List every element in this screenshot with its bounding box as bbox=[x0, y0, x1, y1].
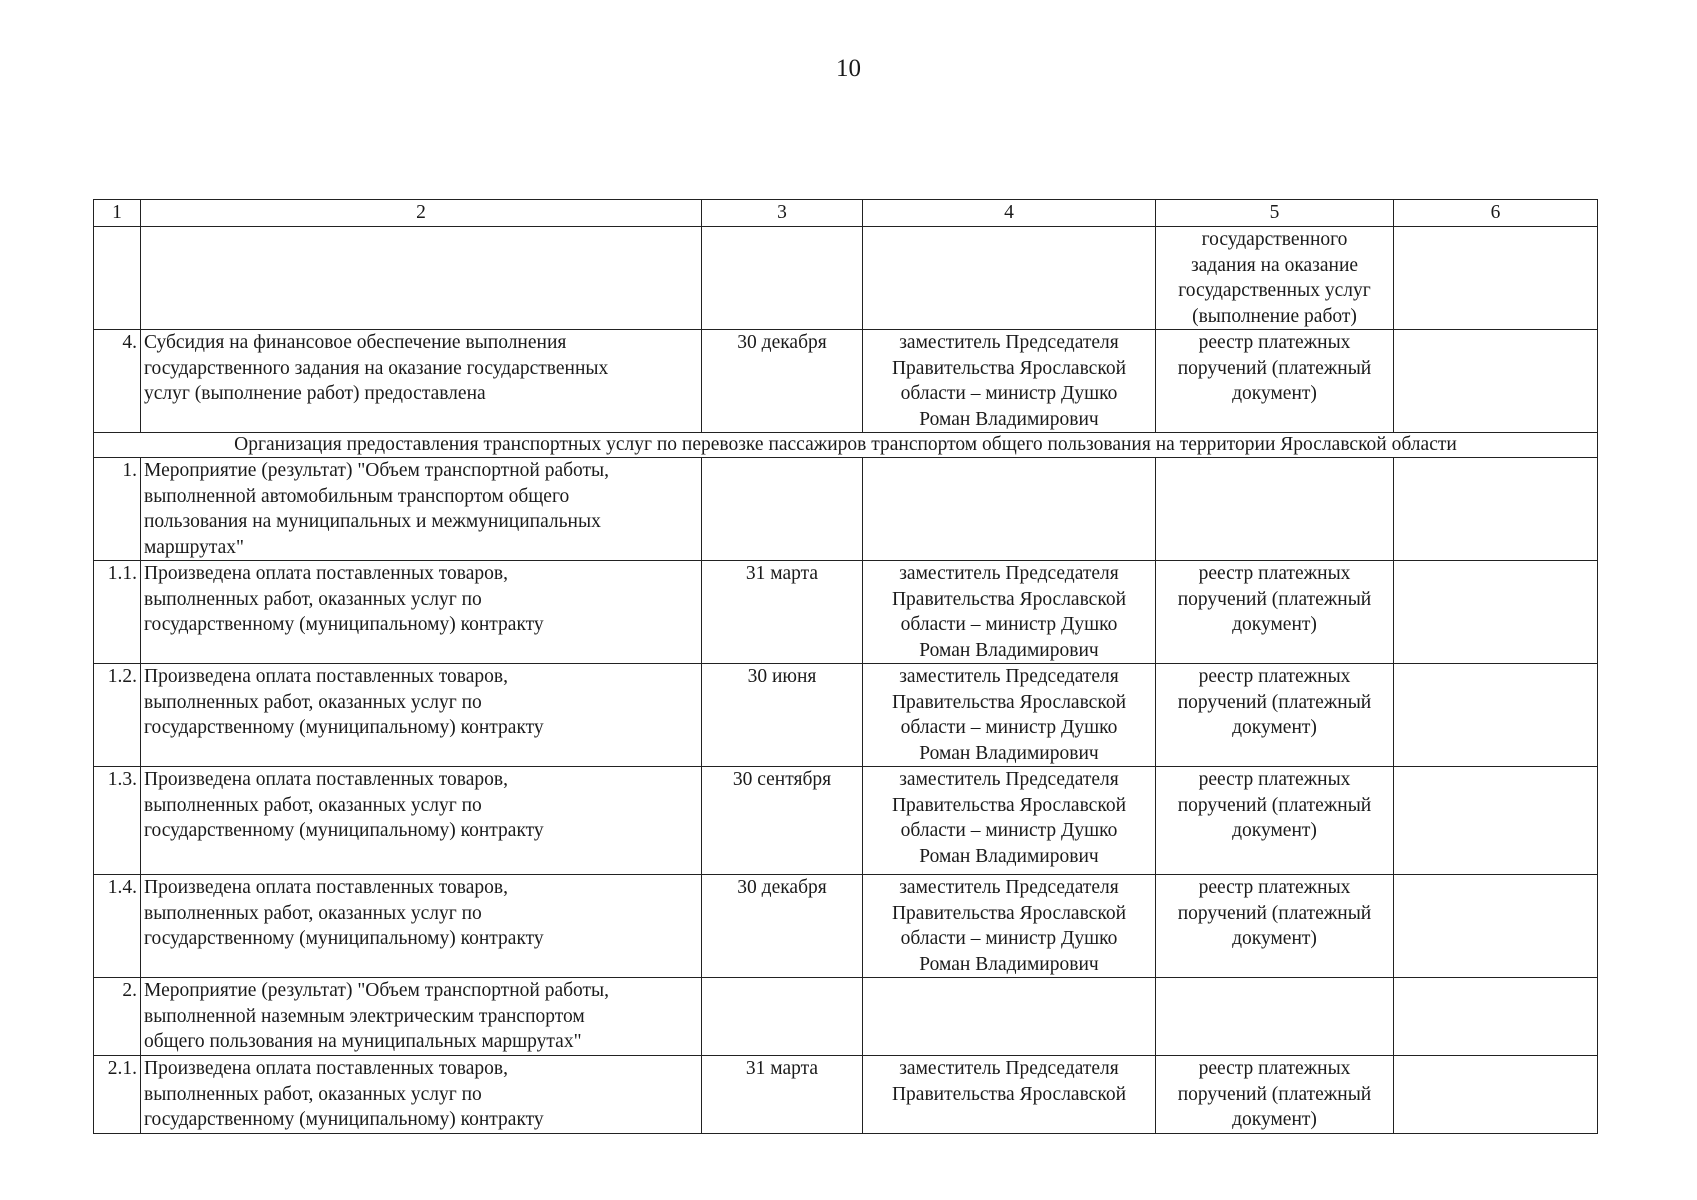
column-header-2: 2 bbox=[141, 200, 702, 227]
name-line: Произведена оплата поставленных товаров, bbox=[144, 666, 508, 687]
cell-document bbox=[1156, 330, 1394, 433]
cell-date: 31 марта bbox=[702, 1056, 863, 1134]
responsible-line: заместитель Председателя bbox=[899, 563, 1119, 584]
table-row-1-4 bbox=[94, 875, 1598, 978]
document-line: документ) bbox=[1232, 383, 1317, 404]
table-row-4 bbox=[94, 330, 1598, 433]
name-line: государственному (муниципальному) контракту bbox=[144, 1109, 544, 1130]
cell-date bbox=[702, 227, 863, 330]
cell-note bbox=[1394, 227, 1598, 330]
table-row-1-2 bbox=[94, 664, 1598, 767]
name-line: государственному (муниципальному) контракту bbox=[144, 928, 544, 949]
name-line: выполненных работ, оказанных услуг по bbox=[144, 588, 482, 610]
responsible-line: области – министр Душко bbox=[900, 717, 1118, 738]
document-line: реестр платежных bbox=[1198, 769, 1351, 790]
table-row-1 bbox=[94, 458, 1598, 561]
cell-note bbox=[1394, 561, 1598, 664]
cell-document bbox=[1156, 875, 1394, 978]
name-line: Произведена оплата поставленных товаров, bbox=[144, 769, 508, 790]
responsible-line: заместитель Председателя bbox=[899, 332, 1119, 353]
cell-note bbox=[1394, 767, 1598, 875]
responsible-line: Правительства Ярославской bbox=[891, 902, 1127, 924]
column-header-1: 1 bbox=[94, 200, 141, 227]
name-line: Мероприятие (результат) "Объем транспортной работы, bbox=[144, 460, 610, 481]
document-line: документ) bbox=[1232, 1109, 1317, 1130]
cell-name bbox=[141, 458, 702, 561]
cell-num: 1.1. bbox=[94, 561, 141, 664]
name-line: выполненной наземным электрическим транспортом bbox=[144, 1005, 585, 1027]
cell-num: 1.4. bbox=[94, 875, 141, 978]
column-header-3: 3 bbox=[702, 200, 863, 227]
name-line: услуг (выполнение работ) предоставлена bbox=[144, 383, 486, 404]
cell-document bbox=[1156, 561, 1394, 664]
document-line: реестр платежных bbox=[1198, 877, 1351, 898]
cell-date: 30 декабря bbox=[702, 875, 863, 978]
cell-name bbox=[141, 227, 702, 330]
document-line: реестр платежных bbox=[1198, 563, 1351, 584]
responsible-line: заместитель Председателя bbox=[899, 769, 1119, 790]
cell-responsible bbox=[863, 561, 1156, 664]
document-line: поручений (платежный bbox=[1177, 794, 1372, 816]
cell-date: 30 июня bbox=[702, 664, 863, 767]
responsible-line: Правительства Ярославской bbox=[891, 588, 1127, 610]
section-title-row bbox=[94, 433, 1598, 458]
name-line: Произведена оплата поставленных товаров, bbox=[144, 877, 508, 898]
document-line: документ) bbox=[1232, 928, 1317, 949]
table-row-1-1 bbox=[94, 561, 1598, 664]
cell-date: 31 марта bbox=[702, 561, 863, 664]
name-line: общего пользования на муниципальных маршрутах" bbox=[144, 1031, 582, 1052]
page-number: 10 bbox=[836, 55, 861, 82]
name-line: Субсидия на финансовое обеспечение выполнения bbox=[144, 332, 567, 353]
responsible-line: Правительства Ярославской bbox=[891, 794, 1127, 816]
name-line: государственного задания на оказание государственных bbox=[144, 357, 609, 379]
cell-date bbox=[702, 458, 863, 561]
cell-date: 30 декабря bbox=[702, 330, 863, 433]
cell-document bbox=[1156, 1056, 1394, 1134]
cell-name bbox=[141, 1056, 702, 1134]
document-line: реестр платежных bbox=[1198, 332, 1351, 353]
table-row-1-3 bbox=[94, 767, 1598, 875]
name-line: государственному (муниципальному) контракту bbox=[144, 717, 544, 738]
responsible-line: Роман Владимирович bbox=[919, 408, 1099, 430]
document-line: поручений (платежный bbox=[1177, 357, 1372, 379]
cell-responsible bbox=[863, 767, 1156, 875]
name-line: Мероприятие (результат) "Объем транспортной работы, bbox=[144, 980, 610, 1001]
responsible-line: заместитель Председателя bbox=[899, 666, 1119, 687]
name-line: государственному (муниципальному) контракту bbox=[144, 614, 544, 635]
document-line: поручений (платежный bbox=[1177, 1083, 1372, 1105]
document-line: реестр платежных bbox=[1198, 1058, 1351, 1079]
name-line: выполненных работ, оказанных услуг по bbox=[144, 794, 482, 816]
column-header-6: 6 bbox=[1394, 200, 1598, 227]
cell-num: 1.2. bbox=[94, 664, 141, 767]
name-line: выполненных работ, оказанных услуг по bbox=[144, 1083, 482, 1105]
name-line: Произведена оплата поставленных товаров, bbox=[144, 1058, 508, 1079]
cell-name bbox=[141, 767, 702, 875]
document-line: документ) bbox=[1232, 820, 1317, 841]
document-line: реестр платежных bbox=[1198, 666, 1351, 687]
cell-num: 4. bbox=[94, 330, 141, 433]
responsible-line: Роман Владимирович bbox=[919, 742, 1099, 764]
column-header-5: 5 bbox=[1156, 200, 1394, 227]
cell-document bbox=[1156, 978, 1394, 1056]
cell-name bbox=[141, 561, 702, 664]
name-line: выполненных работ, оказанных услуг по bbox=[144, 902, 482, 924]
cell-document bbox=[1156, 767, 1394, 875]
cell-note bbox=[1394, 978, 1598, 1056]
cell-name bbox=[141, 875, 702, 978]
cell-document bbox=[1156, 227, 1394, 330]
cell-responsible bbox=[863, 330, 1156, 433]
cell-note bbox=[1394, 330, 1598, 433]
responsible-line: заместитель Председателя bbox=[899, 1058, 1119, 1079]
document-line: поручений (платежный bbox=[1177, 902, 1372, 924]
document-line: (выполнение работ) bbox=[1192, 305, 1357, 327]
cell-document bbox=[1156, 458, 1394, 561]
cell-responsible bbox=[863, 875, 1156, 978]
cell-name bbox=[141, 664, 702, 767]
responsible-line: области – министр Душко bbox=[900, 614, 1118, 635]
cell-note bbox=[1394, 1056, 1598, 1134]
section-title: Организация предоставления транспортных услуг по перевозке пассажиров транспортом общего пользования на территории Ярославской области bbox=[94, 433, 1598, 458]
responsible-line: Роман Владимирович bbox=[919, 953, 1099, 975]
cell-num: 1.3. bbox=[94, 767, 141, 875]
name-line: пользования на муниципальных и межмуниципальных bbox=[144, 511, 601, 532]
document-line: документ) bbox=[1232, 717, 1317, 738]
responsible-line: Правительства Ярославской bbox=[891, 691, 1127, 713]
cell-note bbox=[1394, 458, 1598, 561]
cell-responsible bbox=[863, 978, 1156, 1056]
cell-num: 2. bbox=[94, 978, 141, 1056]
cell-num: 2.1. bbox=[94, 1056, 141, 1134]
table-row-2-1 bbox=[94, 1056, 1598, 1134]
name-line: Произведена оплата поставленных товаров, bbox=[144, 563, 508, 584]
document-line: поручений (платежный bbox=[1177, 588, 1372, 610]
cell-responsible bbox=[863, 664, 1156, 767]
column-header-4: 4 bbox=[863, 200, 1156, 227]
name-line: выполненных работ, оказанных услуг по bbox=[144, 691, 482, 713]
responsible-line: Правительства Ярославской bbox=[891, 1083, 1127, 1105]
document-line: задания на оказание bbox=[1190, 254, 1359, 276]
document-line: государственных услуг bbox=[1178, 280, 1371, 301]
document-line: документ) bbox=[1232, 614, 1317, 635]
cell-responsible bbox=[863, 1056, 1156, 1134]
document-line: поручений (платежный bbox=[1177, 691, 1372, 713]
document-line: государственного bbox=[1201, 229, 1348, 250]
cell-date: 30 сентября bbox=[702, 767, 863, 875]
name-line: государственному (муниципальному) контракту bbox=[144, 820, 544, 841]
cell-name bbox=[141, 978, 702, 1056]
cell-num: 1. bbox=[94, 458, 141, 561]
responsible-line: области – министр Душко bbox=[900, 383, 1118, 404]
cell-note bbox=[1394, 664, 1598, 767]
name-line: маршрутах" bbox=[144, 536, 244, 558]
column-number-header-row bbox=[94, 200, 1598, 227]
name-line: выполненной автомобильным транспортом общего bbox=[144, 485, 570, 507]
cell-document bbox=[1156, 664, 1394, 767]
cell-num bbox=[94, 227, 141, 330]
plan-table bbox=[93, 199, 1598, 1134]
responsible-line: области – министр Душко bbox=[900, 820, 1118, 841]
cell-note bbox=[1394, 875, 1598, 978]
cell-date bbox=[702, 978, 863, 1056]
cell-responsible bbox=[863, 227, 1156, 330]
table-row-continuation bbox=[94, 227, 1598, 330]
responsible-line: Правительства Ярославской bbox=[891, 357, 1127, 379]
responsible-line: Роман Владимирович bbox=[919, 639, 1099, 661]
responsible-line: области – министр Душко bbox=[900, 928, 1118, 949]
table-row-2 bbox=[94, 978, 1598, 1056]
responsible-line: Роман Владимирович bbox=[919, 845, 1099, 867]
cell-name bbox=[141, 330, 702, 433]
cell-responsible bbox=[863, 458, 1156, 561]
responsible-line: заместитель Председателя bbox=[899, 877, 1119, 898]
